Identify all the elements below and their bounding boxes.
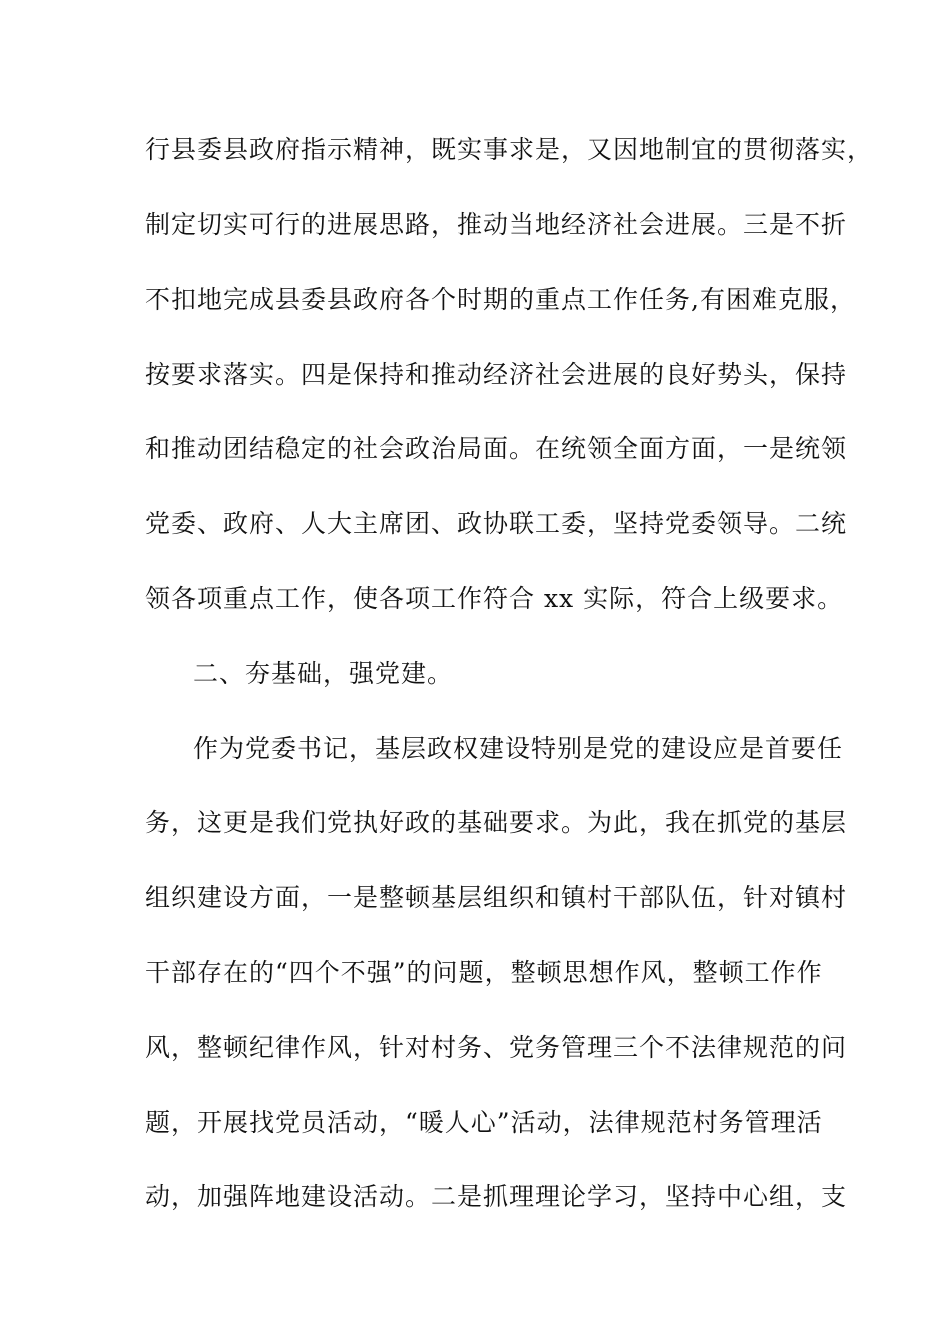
section-heading: 二、夯基础，强党建。 — [193, 659, 454, 688]
body-text-line: 务，这更是我们党执好政的基础要求。为此，我在抓党的基层 — [145, 808, 848, 837]
body-text-line: 党委、政府、人大主席团、政协联工委，坚持党委领导。二统 — [145, 509, 848, 538]
body-text-line: 不扣地完成县委县政府各个时期的重点工作任务,有困难克服， — [145, 285, 856, 314]
body-text-line: 按要求落实。四是保持和推动经济社会进展的良好势头，保持 — [145, 360, 848, 389]
body-text-line: 题，开展找党员活动，“暖人心”活动，法律规范村务管理活 — [145, 1108, 823, 1137]
body-text-line: 制定切实可行的进展思路，推动当地经济社会进展。三是不折 — [145, 210, 848, 239]
body-text-line: 行县委县政府指示精神，既实事求是，又因地制宜的贯彻落实， — [145, 135, 874, 164]
body-text-line: 动，加强阵地建设活动。二是抓理理论学习，坚持中心组，支 — [145, 1182, 848, 1211]
body-text-line: 风，整顿纪律作风，针对村务、党务管理三个不法律规范的问 — [145, 1033, 848, 1062]
body-text-line: 干部存在的“四个不强”的问题，整顿思想作风，整顿工作作 — [145, 958, 823, 987]
body-text-line: 领各项重点工作，使各项工作符合 xx 实际，符合上级要求。 — [145, 584, 844, 613]
body-text-line: 和推动团结稳定的社会政治局面。在统领全面方面，一是统领 — [145, 434, 848, 463]
paragraph-first-line: 作为党委书记，基层政权建设特别是党的建设应是首要任 — [193, 734, 844, 763]
body-text-line: 组织建设方面，一是整顿基层组织和镇村干部队伍，针对镇村 — [145, 883, 848, 912]
